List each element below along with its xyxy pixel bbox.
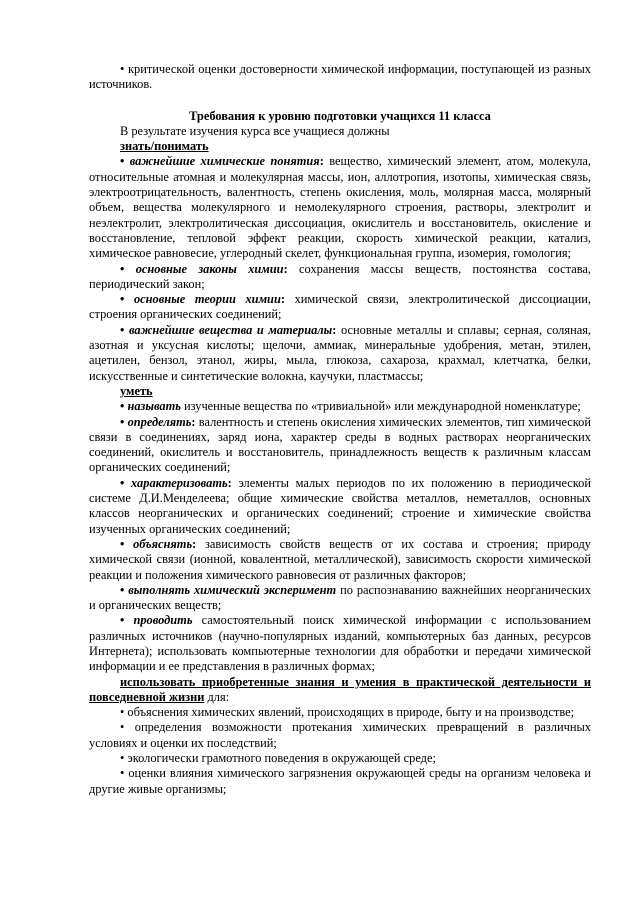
term: называть xyxy=(127,399,181,414)
know-item xyxy=(89,154,591,261)
know-item xyxy=(89,292,591,323)
bullet: • xyxy=(120,261,136,276)
item-text: вещество, химический элемент, атом, молекула, относительные атомная и молекулярная массы, ион, аллотропия, изотопы, химическая связь, электроотрицательность, валентность, степень окисления, моль, молярная масса, молярный объем, вещества молекулярного и немолекулярного строения, растворы, электролит и неэлектролит, электролитическая диссоциация, окислитель и восстановитель, окисление и восстановление, тепловой эффект реакции, скорость химической реакции, катализ, химическое равновесие, углеродный скелет, функциональная группа, изомерия, гомология; xyxy=(89,154,591,261)
document-page xyxy=(89,62,591,797)
item-text: самостоятельный поиск химической информации с использованием различных источников (научно-популярных изданий, компьютерных баз данных, ресурсов Интернета); использовать компьютерные технологии для обработки и передачи химической информации и ее представления в различных формах; xyxy=(89,613,591,674)
section-title: Требования к уровню подготовки учащихся 11 класса xyxy=(189,108,491,123)
use-item: • оценки влияния химического загрязнения окружающей среды на организм человека и другие живые организмы; xyxy=(89,766,591,796)
use-item: • объяснения химических явлений, происходящих в природе, быту и на производстве; xyxy=(120,705,575,720)
bullet: • xyxy=(120,536,134,551)
can-heading: уметь xyxy=(120,383,153,398)
lead-text: В результате изучения курса все учащиеся должны xyxy=(120,123,390,138)
bullet: • xyxy=(120,154,130,169)
term: важнейшие химические понятия xyxy=(129,154,320,169)
intro-paragraph: • критической оценки достоверности химической информации, поступающей из разных источников. xyxy=(89,62,591,92)
item-text: элементы малых периодов по их положению в периодической системе Д.И.Менделеева; общие химические свойства металлов, неметаллов, основных классов неорганических и органических соединений; строение и химические свойства изученных органических соединений; xyxy=(89,475,591,536)
bullet: • xyxy=(120,292,134,307)
term: объяснять xyxy=(133,536,193,551)
can-item xyxy=(89,583,591,614)
know-item xyxy=(89,323,591,384)
bullet: • xyxy=(120,475,132,490)
item-text: химической связи, электролитической диссоциации, строения органических соединений; xyxy=(89,292,591,322)
use-heading-suffix: для: xyxy=(204,689,230,704)
can-item xyxy=(89,613,591,674)
use-item: • экологически грамотного поведения в окружающей среде; xyxy=(120,751,436,766)
term-colon: : xyxy=(227,475,232,490)
know-heading: знать/понимать xyxy=(120,139,209,154)
can-item xyxy=(89,399,591,414)
bullet: • xyxy=(120,414,128,429)
term-colon: : xyxy=(283,261,288,276)
item-text: изученные вещества по «тривиальной» или международной номенклатуре; xyxy=(180,399,581,414)
term: основные теории химии xyxy=(133,292,281,307)
use-item: • определения возможности протекания химических превращений в различных условиях и оценки их последствий; xyxy=(89,720,591,750)
know-item xyxy=(89,262,591,293)
term: важнейшие вещества и материалы xyxy=(128,322,333,337)
use-heading: использовать приобретенные знания и умения в практической деятельности и повседневной жизни xyxy=(89,674,591,704)
term-colon: : xyxy=(192,536,197,551)
term: определять xyxy=(127,414,192,429)
term: выполнять химический эксперимент xyxy=(128,582,337,597)
bullet: • xyxy=(120,399,128,414)
bullet: • xyxy=(120,322,129,337)
can-item xyxy=(89,476,591,537)
term: основные законы химии xyxy=(135,261,284,276)
term-colon: : xyxy=(280,292,285,307)
item-text: валентность и степень окисления химических элементов, тип химической связи в соединениях, заряд иона, характер среды в водных растворах неорганических соединений, окислитель и восстановитель, принадлежность веществ к различным классам органических соединений; xyxy=(89,414,592,475)
item-text: по распознаванию важнейших неорганических и органических веществ; xyxy=(89,582,591,613)
item-text: зависимость свойств веществ от их состава и строения; природу химической связи (ионной, ковалентной, металлической), зависимость скорости химической реакции и положения химического равновесия от различных факторов; xyxy=(89,536,591,582)
term-colon: : xyxy=(319,154,324,169)
term: проводить xyxy=(133,613,193,628)
can-item xyxy=(89,415,591,476)
term: характеризовать xyxy=(131,475,228,490)
bullet: • xyxy=(120,582,129,597)
item-text: основные металлы и сплавы; серная, соляная, азотная и уксусная кислоты; щелочи, аммиак, минеральные удобрения, метан, этилен, ацетилен, бензол, этанол, жиры, мыла, глюкоза, сахароза, крахмал, клетчатка, белки, искусственные и синтетические волокна, каучуки, пластмассы; xyxy=(89,322,591,383)
can-item xyxy=(89,537,591,583)
item-text: сохранения массы веществ, постоянства состава, периодический закон; xyxy=(89,261,592,291)
bullet: • xyxy=(120,613,134,628)
term-colon: : xyxy=(191,414,196,429)
use-heading-paragraph xyxy=(89,675,591,706)
term-colon: : xyxy=(332,322,337,337)
